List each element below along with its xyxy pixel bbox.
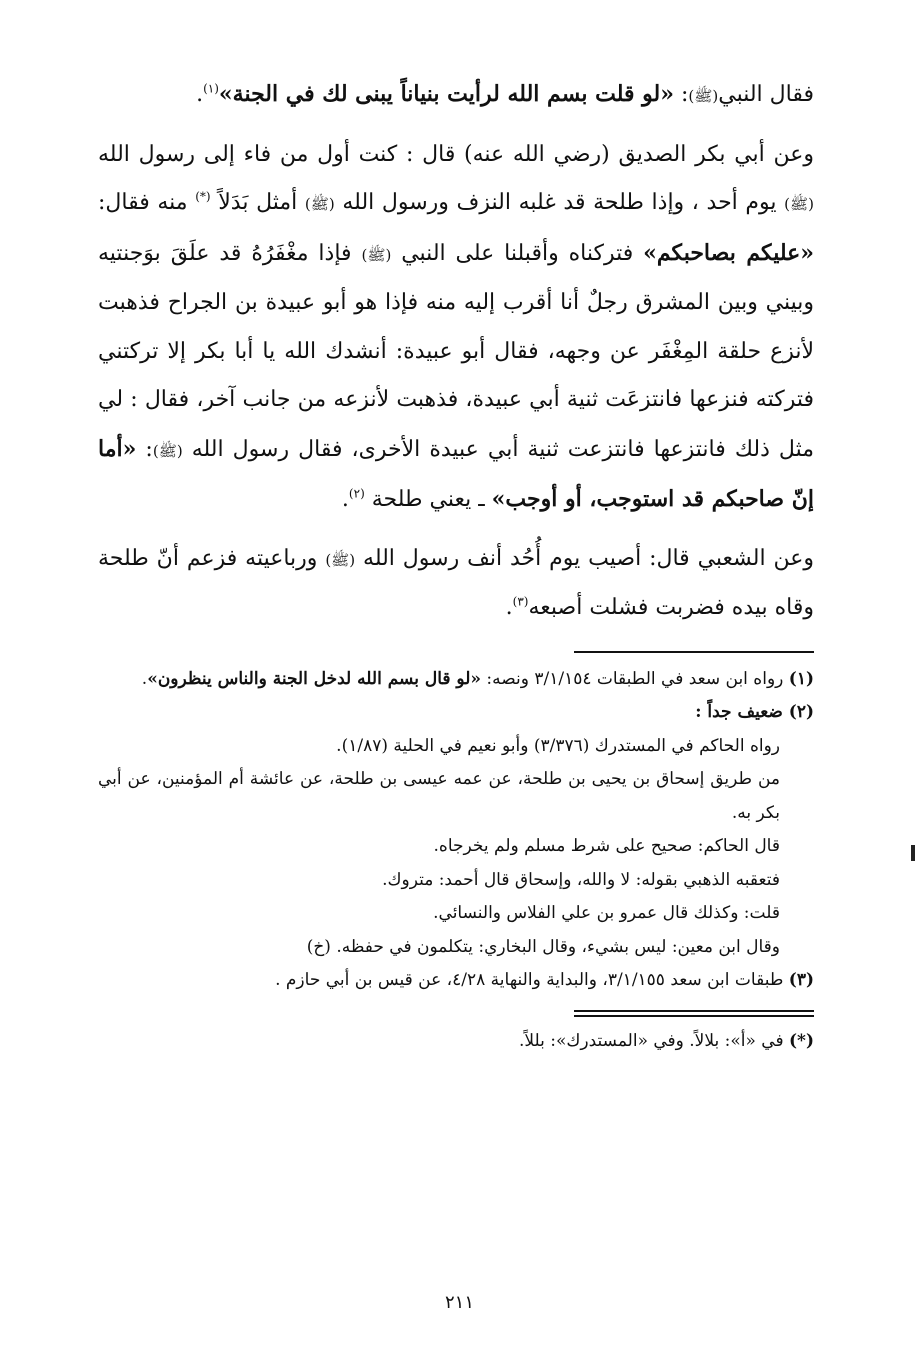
footnote-2-line: فتعقبه الذهبي بقوله: لا والله، وإسحاق قال أحمد: متروك. (382, 869, 780, 890)
text: منه فقال: (98, 190, 196, 215)
text: . (505, 595, 513, 620)
text: : وكذلك قال عمرو بن علي الفلاس والنسائي. (433, 903, 750, 923)
paragraph-1 (98, 70, 814, 121)
salutation-symbol: (ﷺ) (304, 195, 335, 213)
text: . (141, 668, 148, 689)
salutation-symbol: (ﷺ) (325, 550, 356, 569)
footnote-ref-1[interactable]: (١) (203, 81, 219, 96)
hadith-quote: «لو قلت بسم الله لرأيت بنياناً يبنى لك في الجنة» (218, 81, 674, 107)
text: أمثل بَدَلاً (210, 190, 305, 215)
footnote-2-line: من طريق إسحاق بن يحيى بن طلحة، عن عمه عيسى بن طلحة، عن عائشة أم المؤمنين، عن أبي بكر به. (98, 769, 780, 823)
footnote-separator (574, 651, 814, 653)
salutation-symbol: (ﷺ) (784, 195, 814, 213)
footnote-1 (98, 663, 814, 697)
footnote-ref-star[interactable]: (*) (195, 189, 211, 204)
hadith-quote: «أما إنّ صاحبكم قد استوجب، أو أوجب» (98, 435, 814, 512)
text: ـ يعني طلحة (364, 487, 492, 512)
text: فقال النبي (718, 82, 814, 107)
qult-label: قلت (749, 903, 780, 923)
footnote-ref-2[interactable]: (٢) (348, 486, 365, 501)
text: وعن الشعبي قال: أصيب يوم أُحُد أنف رسول الله (355, 545, 814, 571)
footnote-2-line: وقال ابن معين: ليس بشيء، وقال البخاري: يتكلمون في حفظه. (خ) (306, 936, 780, 957)
text: في «أ»: بلالاً. وفي «المستدرك»: بللاً. (518, 1030, 790, 1051)
salutation-symbol: (ﷺ) (361, 245, 392, 264)
text: . (196, 82, 204, 107)
salutation-symbol: (ﷺ) (152, 441, 183, 460)
footnote-2 (98, 696, 814, 730)
footnotes (98, 663, 814, 1059)
hadith-quote: «لو قال بسم الله لدخل الجنة والناس ينظرون» (147, 668, 482, 689)
footnote-number: (*) (789, 1030, 814, 1051)
text: فتركناه وأقبلنا على النبي (391, 240, 644, 266)
footnote-star (98, 1025, 814, 1059)
text: وعن أبي بكر الصديق (رضي الله عنه) قال : كنت أول من فاء إلى رسول الله (98, 141, 814, 167)
footnote-2-line: قال الحاكم: صحيح على شرط مسلم ولم يخرجاه. (433, 836, 780, 856)
text: : (674, 82, 689, 107)
scan-mark (911, 845, 915, 861)
text: رواه ابن سعد في الطبقات ٣/١/١٥٤ ونصه: (481, 668, 789, 689)
page-content (98, 70, 814, 1058)
grading-label: ضعيف جداً : (695, 702, 789, 722)
text: يوم أحد ، وإذا طلحة قد غلبه النزف ورسول الله (334, 190, 785, 215)
footnote-3 (98, 964, 814, 998)
footnote-ref-3[interactable]: (٣) (512, 594, 529, 609)
text: فإذا مغْفَرُهُ قد علَقَ بوَجنتيه وبيني وبين المشرق رجلٌ أنا أقرب إليه منه فإذا هو أبو عبيدة بن الجراح فذهبت لأنزع حلقة المِغْفَر عن وجهه، فقال أبو عبيدة: أنشدك الله يا أبا بكر إلا تركتني فتركته فنزعها فانتزعَت ثنية أبي عبيدة، فذهبت لأنزعه من جانب آخر، فقال : لي مثل ذلك فانتزعها فانتزعت ثنية أبي عبيدة الأخرى، فقال رسول الله (98, 240, 815, 462)
text: ورباعيته فزعم أنّ طلحة وقاه بيده فضربت فشلت أصبعه (98, 545, 814, 620)
salutation-symbol: (ﷺ) (688, 87, 719, 105)
page-number: ٢١١ (444, 1292, 474, 1313)
paragraph-2 (98, 131, 814, 525)
text: : (136, 436, 153, 462)
text: . (341, 487, 349, 512)
footnote-number: (٢) (788, 702, 814, 722)
double-separator (574, 1010, 814, 1017)
footnote-number: (١) (788, 668, 814, 689)
hadith-quote: «عليكم بصاحبكم» (643, 239, 814, 266)
paragraph-3 (98, 535, 814, 633)
footnote-number: (٣) (788, 970, 814, 990)
footnote-2-line: رواه الحاكم في المستدرك (٣/٣٧٦) وأبو نعيم في الحلية (١/٨٧). (336, 735, 780, 756)
text: طبقات ابن سعد ٣/١/١٥٥، والبداية والنهاية ٤/٢٨، عن قيس بن أبي حازم . (275, 970, 789, 990)
footnote-2-line (98, 897, 814, 931)
